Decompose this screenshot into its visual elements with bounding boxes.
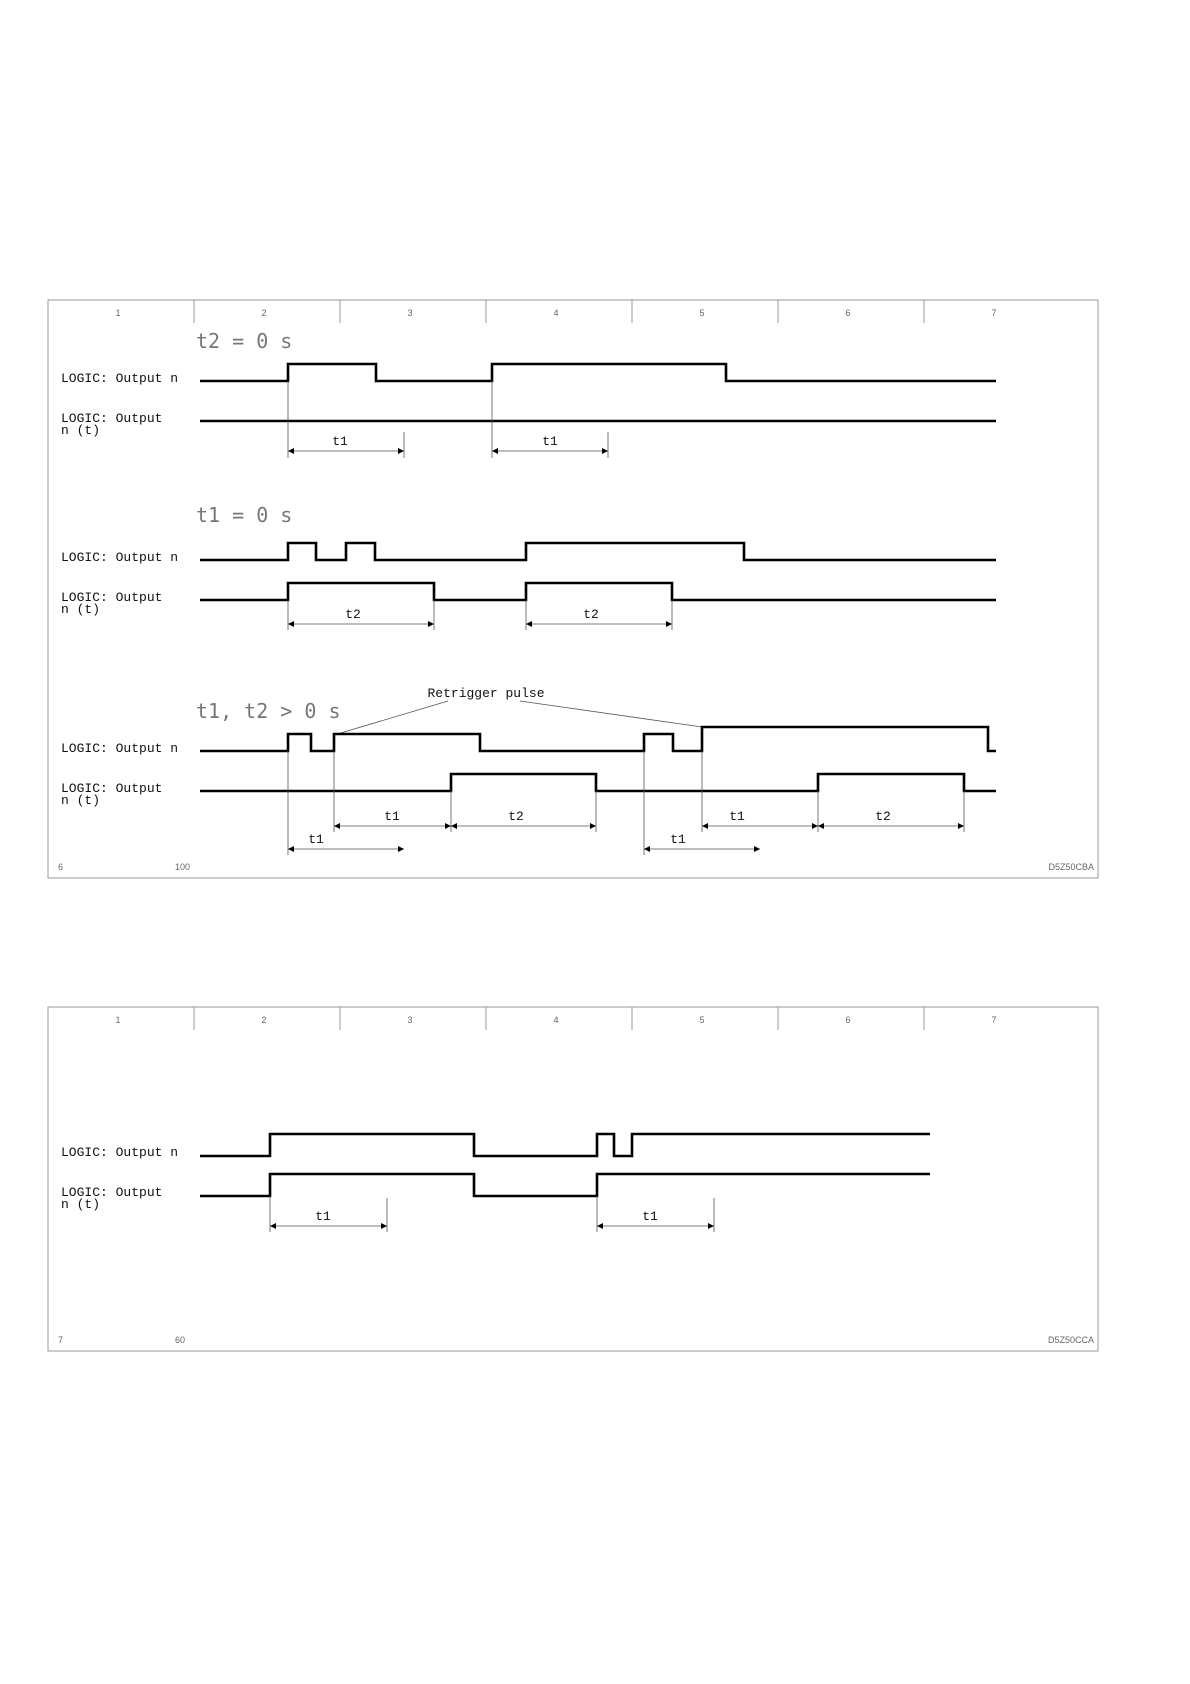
dim-label-t1: t1 [542,434,558,449]
section-title: t2 = 0 s [196,329,293,353]
diagram-2 [48,1007,1098,1351]
signal-output-n [200,364,996,381]
ruler-mark: 1 [115,308,121,318]
ruler-mark: 3 [407,308,413,318]
row-label-output-n: LOGIC: Output n [61,550,179,565]
dim-label-t1: t1 [308,832,324,847]
dim-label-t1: t1 [729,809,745,824]
diagram-1-ruler [115,300,996,323]
row-label-output-nt: LOGIC: Output [61,781,163,796]
dim-label-t1: t1 [670,832,686,847]
footer-code: D5Z50CBA [1048,862,1094,872]
dim-label-t1: t1 [332,434,348,449]
dim-label-t2: t2 [508,809,524,824]
footer-left: 7 [58,1335,64,1345]
ruler-mark: 1 [115,1015,121,1025]
section-title: t1 = 0 s [196,503,293,527]
section-title: t1, t2 > 0 s [196,699,341,723]
row-label-output-nt-2: n (t) [61,793,101,808]
ruler-mark: 2 [261,1015,267,1025]
section-t1-zero [61,503,996,630]
footer-left: 6 [58,862,64,872]
signal-output-nt [200,583,996,600]
diagram-1 [48,300,1098,878]
row-label-output-nt: LOGIC: Output [61,411,163,426]
diagram-2-ruler [115,1007,996,1030]
ruler-mark: 7 [991,1015,997,1025]
footer-mid: 60 [175,1335,186,1345]
row-label-output-n: LOGIC: Output n [61,1145,179,1160]
row-label-output-nt-2: n (t) [61,423,101,438]
signal-output-nt [200,1174,930,1196]
ruler-mark: 6 [845,1015,851,1025]
footer-mid: 100 [175,862,191,872]
row-label-output-nt: LOGIC: Output [61,590,163,605]
signal-output-n [200,1134,930,1156]
dim-label-t2: t2 [583,607,599,622]
dim-label-t2: t2 [345,607,361,622]
diagram-2-border [48,1007,1098,1351]
ruler-mark: 4 [553,1015,559,1025]
ruler-mark: 2 [261,308,267,318]
retrigger-annotation: Retrigger pulse [427,686,545,701]
signal-output-nt [200,774,996,791]
dim-label-t1: t1 [642,1209,658,1224]
ruler-mark: 4 [553,308,559,318]
row-label-output-nt-2: n (t) [61,1197,101,1212]
ruler-mark: 7 [991,308,997,318]
signal-output-n [200,727,996,751]
ruler-mark: 6 [845,308,851,318]
row-label-output-n: LOGIC: Output n [61,371,179,386]
row-label-output-nt: LOGIC: Output [61,1185,163,1200]
dim-label-t2: t2 [875,809,891,824]
ruler-mark: 5 [699,1015,705,1025]
section-t2-zero [61,329,996,458]
row-label-output-nt-2: n (t) [61,602,101,617]
section-t1-t2-positive [61,686,996,855]
dim-label-t1: t1 [384,809,400,824]
row-label-output-n: LOGIC: Output n [61,741,179,756]
ruler-mark: 5 [699,308,705,318]
signal-output-n [200,543,996,560]
footer-code: D5Z50CCA [1047,1335,1094,1345]
dim-label-t1: t1 [315,1209,331,1224]
ruler-mark: 3 [407,1015,413,1025]
